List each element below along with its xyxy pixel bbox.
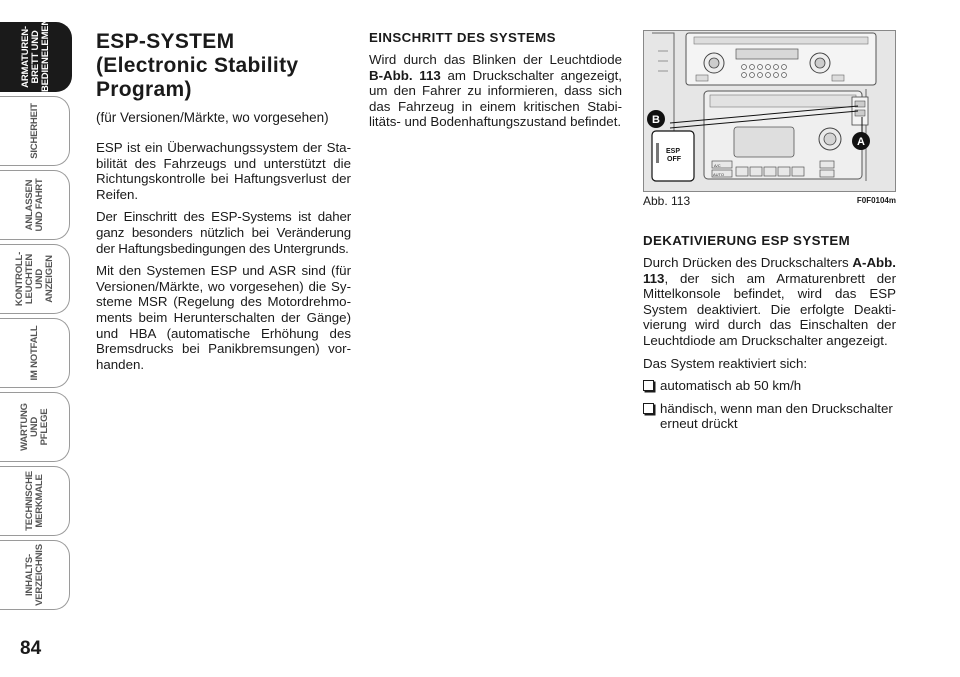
tab-armaturenbrett[interactable]: [0, 7, 72, 92]
section-deaktivierung: [643, 233, 896, 439]
title-line: ESP-SYSTEM: [96, 30, 235, 53]
ac-label: A/C: [714, 163, 721, 168]
section-esp-system: [96, 30, 351, 379]
figure-code: F0F0104m: [856, 196, 896, 205]
tab-label: INHALTS- VERZEICHNIS: [23, 544, 45, 606]
dashboard-illustration: [644, 31, 895, 191]
tab-inhaltsverzeichnis[interactable]: [0, 540, 70, 610]
list-item-text: automatisch ab 50 km/h: [660, 378, 802, 394]
text-run: , der sich am Armaturenbrett der Mittelkonsole befindet, wird das ESP System deaktiviert. Die erfolgte Deaktivierung wird durch das Einschalten der Leuchtdiode am Druckschalter angezeigt.: [643, 270, 896, 348]
section-heading: EINSCHRITT DES SYSTEMS: [369, 30, 556, 45]
figure-dashboard: [643, 30, 896, 192]
tab-label: WARTUNG UND PFLEGE: [18, 403, 50, 451]
text-run: Wird durch das Blinken der Leuchtdiode: [369, 52, 622, 67]
reactivation-list: [643, 378, 896, 432]
tab-label: ANLASSEN UND FAHRT: [23, 178, 45, 232]
callout-b-label: B: [652, 114, 660, 126]
callout-a-label: A: [857, 136, 865, 148]
tab-anlassen[interactable]: [0, 170, 70, 240]
tab-label: SICHERHEIT: [28, 103, 40, 159]
paragraph: Der Einschritt des ESP-Systems ist daher ganz besonders nützlich bei Veränderung der Haftungsbedingungen des Untergrunds.: [96, 209, 351, 256]
figure-caption-text: Abb. 113: [643, 194, 691, 208]
paragraph: Das System reaktiviert sich:: [643, 355, 808, 371]
tab-kontrollleuchten[interactable]: [0, 244, 70, 314]
text-run: Durch Drücken des Druckschalters: [643, 255, 853, 270]
tab-wartung[interactable]: [0, 392, 70, 462]
page-title: [96, 30, 351, 102]
text-run: am Druckschalter angezeigt, um den Fahrer zu informieren, dass sich das Fahrzeug in einem kritischen Stabilitäts- und Bodenhaftungszustand befindet.: [369, 67, 623, 130]
tab-label: ARMATUREN- BRETT UND BEDIENELEMENTE: [19, 7, 51, 92]
paragraph: Mit den Systemen ESP und ASR sind (für Versionen/Märkte, wo vorgesehen) die Systeme MSR (Regelung des Motordrehmoments beim Herunterschalten der Gänge) und HBA (automatische Erhöhung des Bremsdrucks bei Panikbremsungen) vorhanden.: [96, 263, 351, 372]
section-heading: DEKATIVIERUNG ESP SYSTEM: [643, 233, 851, 248]
title-line: (Electronic Stability: [96, 54, 299, 77]
checkbox-bullet-icon: [643, 380, 654, 391]
list-item-text: händisch, wenn man den Druckschalter erneut drückt: [660, 400, 893, 432]
subtitle: (für Versionen/Märkte, wo vorgesehen): [96, 110, 329, 125]
tab-im-notfall[interactable]: [0, 318, 70, 388]
figure-caption: [643, 194, 896, 208]
list-item: [643, 401, 896, 432]
list-item: [643, 378, 896, 394]
paragraph: [369, 52, 622, 130]
auto-label: AUTO: [713, 172, 725, 177]
paragraph: [643, 255, 896, 349]
tab-sicherheit[interactable]: [0, 96, 70, 166]
paragraph: ESP ist ein Überwachungssystem der Stabilität des Fahrzeugs und unterstützt die Richtungskontrolle bei Haftungsverlust der Reifen.: [96, 140, 351, 202]
tab-label: KONTROLL- LEUCHTEN UND ANZEIGEN: [13, 251, 55, 307]
title-line: Program): [96, 78, 192, 101]
figure-reference: A-Abb. 113: [643, 255, 896, 286]
tab-label: TECHNISCHE MERKMALE: [23, 471, 45, 531]
page-number: 84: [20, 638, 42, 659]
checkbox-bullet-icon: [643, 403, 654, 414]
esp-label: ESP: [666, 148, 681, 155]
tab-label: IM NOTFALL: [28, 325, 40, 381]
tab-technische-merkmale[interactable]: [0, 466, 70, 536]
figure-reference: B-Abb. 113: [369, 67, 441, 83]
off-label: OFF: [667, 156, 681, 163]
section-einschritt: [369, 30, 622, 137]
